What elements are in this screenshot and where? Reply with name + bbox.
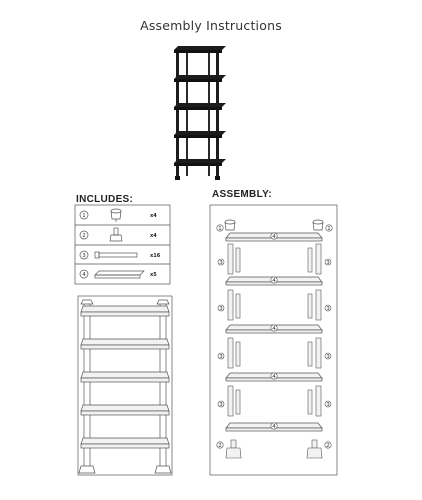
callout-label: 4 [272,424,276,430]
callout-label: 1 [327,226,331,232]
part-quantity: x5 [150,272,157,278]
connector-group [228,244,321,274]
part-number: 4 [82,272,86,278]
parts-row-1 [80,209,157,222]
foot-icon [226,440,322,458]
callout-label: 3 [219,260,223,266]
connector-group [228,386,321,416]
assembly-shelf-2 [226,277,322,285]
callout-label: 3 [326,306,330,312]
callout-label: 2 [326,443,330,449]
assembled-shelf-drawing [78,296,172,475]
callout-label: 4 [272,326,276,332]
callout-label: 4 [272,374,276,380]
connector-group [228,338,321,368]
callout-label: 3 [326,402,330,408]
top-cap-icon [111,209,121,222]
callout-label: 2 [218,443,222,449]
callout-label: 3 [326,354,330,360]
includes-heading: INCLUDES: [76,194,134,205]
document-title: Assembly Instructions [140,18,282,33]
part-quantity: x4 [150,233,157,239]
connector-group [228,290,321,320]
callout-label: 3 [219,354,223,360]
callout-label: 3 [326,260,330,266]
foot-icon [110,228,122,241]
callout-label: 4 [272,278,276,284]
part-number: 2 [82,233,86,239]
callout-label: 1 [218,226,222,232]
assembly-shelf-1 [226,233,322,241]
part-number: 3 [82,253,86,259]
part-quantity: x4 [150,213,157,219]
product-shelf-image [174,46,226,180]
parts-row-4 [80,270,157,278]
parts-row-2 [80,228,157,241]
assembly-shelf-5 [226,423,322,431]
part-quantity: x16 [150,253,161,259]
top-cap-icon [225,220,323,230]
assembly-shelf-4 [226,373,322,381]
assembly-diagram [210,205,337,475]
parts-row-3 [80,251,161,259]
part-number: 1 [82,213,86,219]
assembly-heading: ASSEMBLY: [212,189,272,200]
callout-label: 3 [219,402,223,408]
callout-label: 4 [272,234,276,240]
assembly-shelf-3 [226,325,322,333]
shelf-panel-icon [95,271,144,278]
callout-label: 3 [219,306,223,312]
connector-tube-icon [95,252,137,258]
